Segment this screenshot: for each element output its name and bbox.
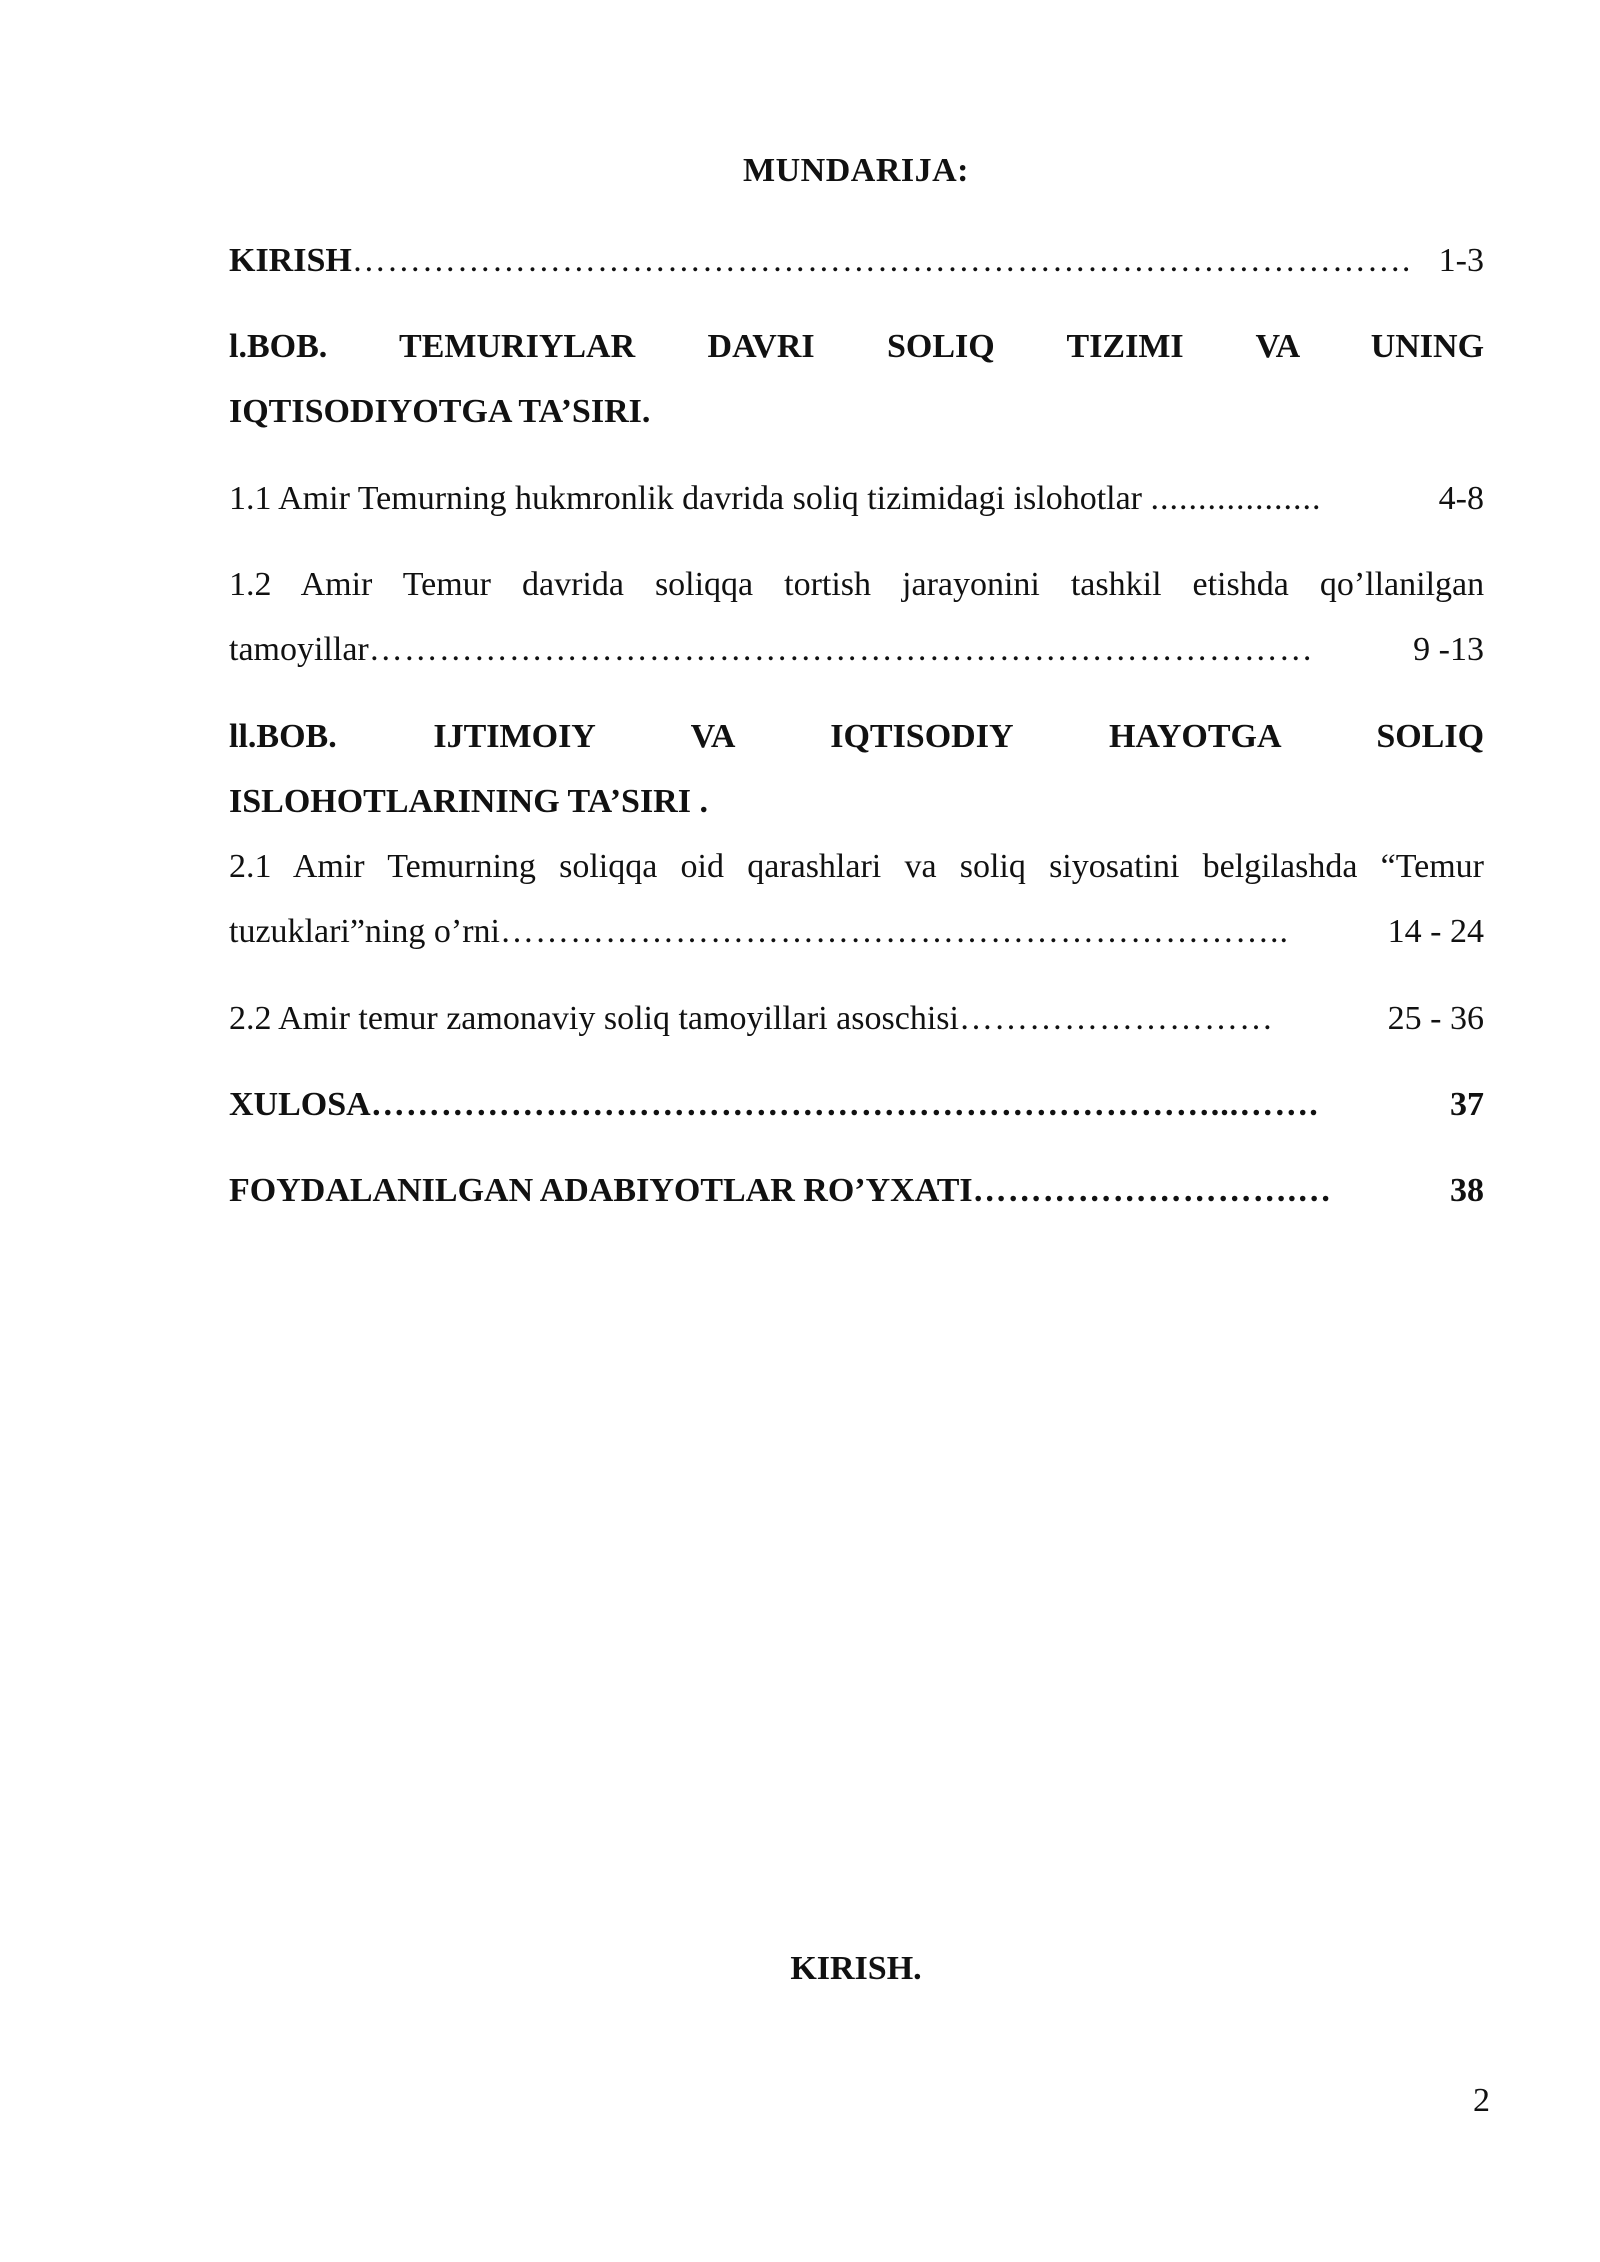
toc-word: TIZIMI	[1066, 328, 1184, 365]
toc-word: VA	[1255, 328, 1299, 365]
toc-word: ll.BOB.	[229, 718, 337, 755]
toc-entry-label: FOYDALANILGAN ADABIYOTLAR RO’YXATI	[229, 1172, 973, 1209]
toc-page-number: 1-3	[1438, 242, 1484, 279]
toc-leader-dots: ..................	[1150, 480, 1322, 517]
toc-word: IJTIMOIY	[433, 718, 595, 755]
toc-word: 2.1	[229, 848, 272, 885]
toc-word: 1.2	[229, 566, 272, 603]
toc-entry-section-1-1[interactable]	[229, 466, 1484, 531]
toc-word: etishda	[1192, 566, 1289, 603]
toc-page-number: 14 - 24	[1387, 913, 1484, 950]
toc-leader-dots: …………………………………………………………..	[499, 913, 1289, 950]
toc-entry-label: 1.1 Amir Temurning hukmronlik davrida soliq tizimidagi islohotlar	[229, 480, 1151, 517]
toc-leader-dots: ……………………….…	[972, 1172, 1333, 1209]
toc-leader-dots: ………………………………………………………………………	[368, 631, 1314, 668]
toc-word: qo’llanilgan	[1319, 566, 1484, 603]
toc-entry-xulosa[interactable]	[229, 1072, 1484, 1137]
toc-chapter-1-line-2[interactable]: IQTISODIYOTGA TA’SIRI.	[229, 393, 651, 430]
page-number: 2	[1473, 2082, 1490, 2119]
toc-page-number: 4-8	[1438, 480, 1484, 517]
toc-entry-references[interactable]	[229, 1158, 1484, 1223]
toc-leader-dots: ………………………………………………………………...…….	[370, 1086, 1319, 1123]
toc-word: belgilashda	[1202, 848, 1358, 885]
toc-page-number: 9 -13	[1413, 631, 1484, 668]
toc-word: TEMURIYLAR	[399, 328, 636, 365]
toc-word: UNING	[1370, 328, 1484, 365]
toc-leader-dots: ……………………………………………………………………………….	[351, 242, 1412, 279]
toc-word: SOLIQ	[887, 328, 995, 365]
toc-word: siyosatini	[1049, 848, 1180, 885]
toc-entry-label: tamoyillar	[229, 631, 369, 668]
toc-word: VA	[690, 718, 734, 755]
toc-entry-label: 2.2 Amir temur zamonaviy soliq tamoyillari asoschisi	[229, 1000, 959, 1037]
toc-chapter-2-line-2[interactable]: ISLOHOTLARINING TA’SIRI .	[229, 783, 708, 820]
toc-entry-section-2-1-line-1[interactable]	[229, 834, 1484, 899]
toc-word: HAYOTGA	[1108, 718, 1280, 755]
toc-entry-section-1-2-line-2[interactable]	[229, 617, 1484, 682]
toc-word: oid	[680, 848, 724, 885]
toc-chapter-2-line-1[interactable]	[229, 704, 1484, 769]
toc-word: Temurning	[387, 848, 536, 885]
toc-leader-dots: ………………………	[958, 1000, 1274, 1037]
toc-word: soliqqa	[559, 848, 658, 885]
toc-word: DAVRI	[707, 328, 815, 365]
toc-word: Temur	[402, 566, 492, 603]
section-heading-kirish: KIRISH.	[790, 1950, 922, 1987]
toc-word: tashkil	[1070, 566, 1162, 603]
toc-chapter-1-line-1[interactable]	[229, 314, 1484, 379]
toc-word: “Temur	[1380, 848, 1484, 885]
toc-word: Amir	[292, 848, 365, 885]
toc-word: soliqqa	[654, 566, 754, 603]
toc-page-number: 25 - 36	[1387, 1000, 1484, 1037]
toc-word: soliq	[959, 848, 1026, 885]
toc-word: davrida	[522, 566, 624, 603]
toc-entry-label: KIRISH	[229, 242, 352, 279]
toc-word: jarayonini	[902, 566, 1040, 603]
toc-page-number: 38	[1450, 1172, 1484, 1209]
toc-entry-section-1-2-line-1[interactable]	[229, 552, 1484, 617]
toc-entry-label: XULOSA	[229, 1086, 371, 1123]
toc-word: IQTISODIY	[830, 718, 1013, 755]
toc-word: tortish	[784, 566, 872, 603]
toc-title: MUNDARIJA:	[743, 152, 969, 189]
toc-word: l.BOB.	[229, 328, 328, 365]
toc-entry-kirish[interactable]	[229, 228, 1484, 293]
toc-entry-label: tuzuklari”ning o’rni	[229, 913, 500, 950]
toc-word: va	[904, 848, 937, 885]
toc-word: qarashlari	[747, 848, 882, 885]
toc-word: SOLIQ	[1376, 718, 1484, 755]
toc-entry-section-2-2[interactable]	[229, 986, 1484, 1051]
toc-page-number: 37	[1450, 1086, 1484, 1123]
toc-word: Amir	[300, 566, 373, 603]
toc-entry-section-2-1-line-2[interactable]	[229, 899, 1484, 964]
